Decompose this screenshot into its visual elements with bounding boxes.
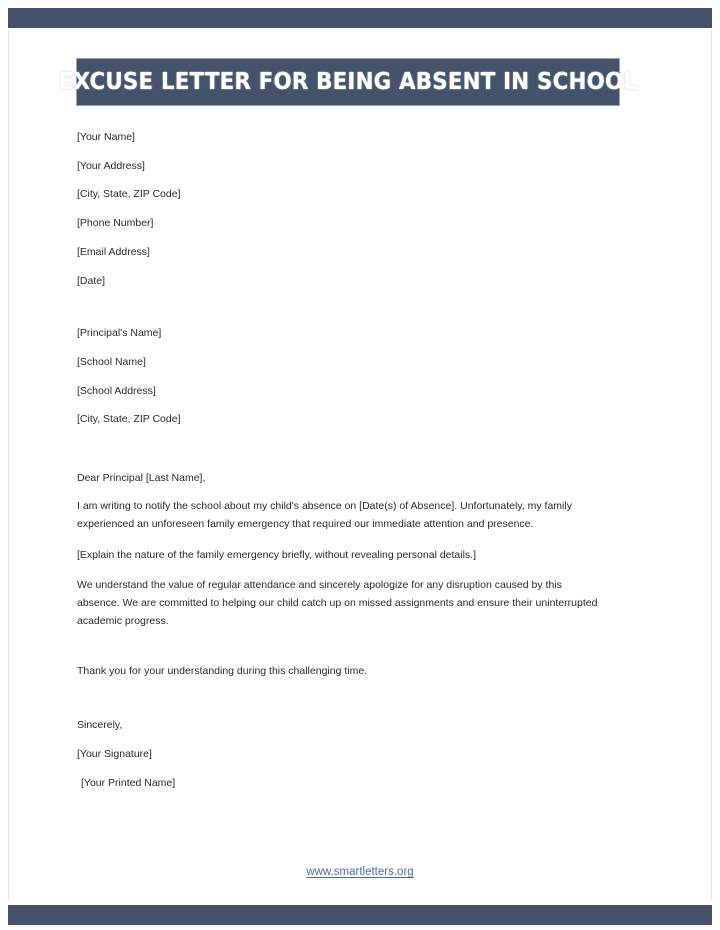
spacer-before-salutation [77,441,605,471]
title-banner [58,58,638,106]
closing-salutation: Sincerely, [77,719,123,732]
letter-body [77,130,605,805]
thanks-line: Thank you for your understanding during this challenging time. [77,664,368,677]
sender-line: [Email Address] [77,245,150,258]
sender-line: [Your Name] [77,131,135,143]
body-paragraph-2: We understand the value of regular attendance and sincerely apologize for any disruption caused by this absence. We are committed to helping our child catch up on missed assignments and ensure their uninterrupted academic progress. [77,578,598,627]
sender-line: [Phone Number] [77,217,154,230]
body-paragraph-1: I am writing to notify the school about my child's absence on [Date(s) of Absence]. Unfortunately, my family experienced an unforeseen family emergency that required our immediate attention and presence. [77,500,572,531]
recipient-line: [School Address] [77,384,156,397]
bracket-instruction: [Explain the nature of the family emergency briefly, without revealing personal details.] [77,548,477,561]
spacer-before-thanks [77,642,605,664]
salutation: Dear Principal [Last Name], [77,472,206,485]
sender-block [77,130,605,289]
recipient-line: [City, State, ZIP Code] [77,413,181,426]
top-accent-bar [8,8,712,28]
sender-line: [City, State, ZIP Code] [77,188,181,201]
spacer-before-recipient [77,302,605,326]
sender-line: [Date] [77,274,106,287]
signature-placeholder: [Your Signature] [77,748,152,761]
page-title: EXCUSE LETTER FOR BEING ABSENT IN SCHOOL [58,69,638,95]
sender-line: [Your Address] [77,159,145,172]
spacer-before-signoff [77,692,605,718]
recipient-block [77,326,605,427]
footer [0,862,720,880]
printed-name-placeholder: [Your Printed Name] [81,776,176,789]
bottom-accent-bar [8,905,712,925]
recipient-line: [School Name] [77,356,146,369]
footer-website-link[interactable]: www.smartletters.org [306,866,414,878]
recipient-line: [Principal's Name] [77,327,162,340]
